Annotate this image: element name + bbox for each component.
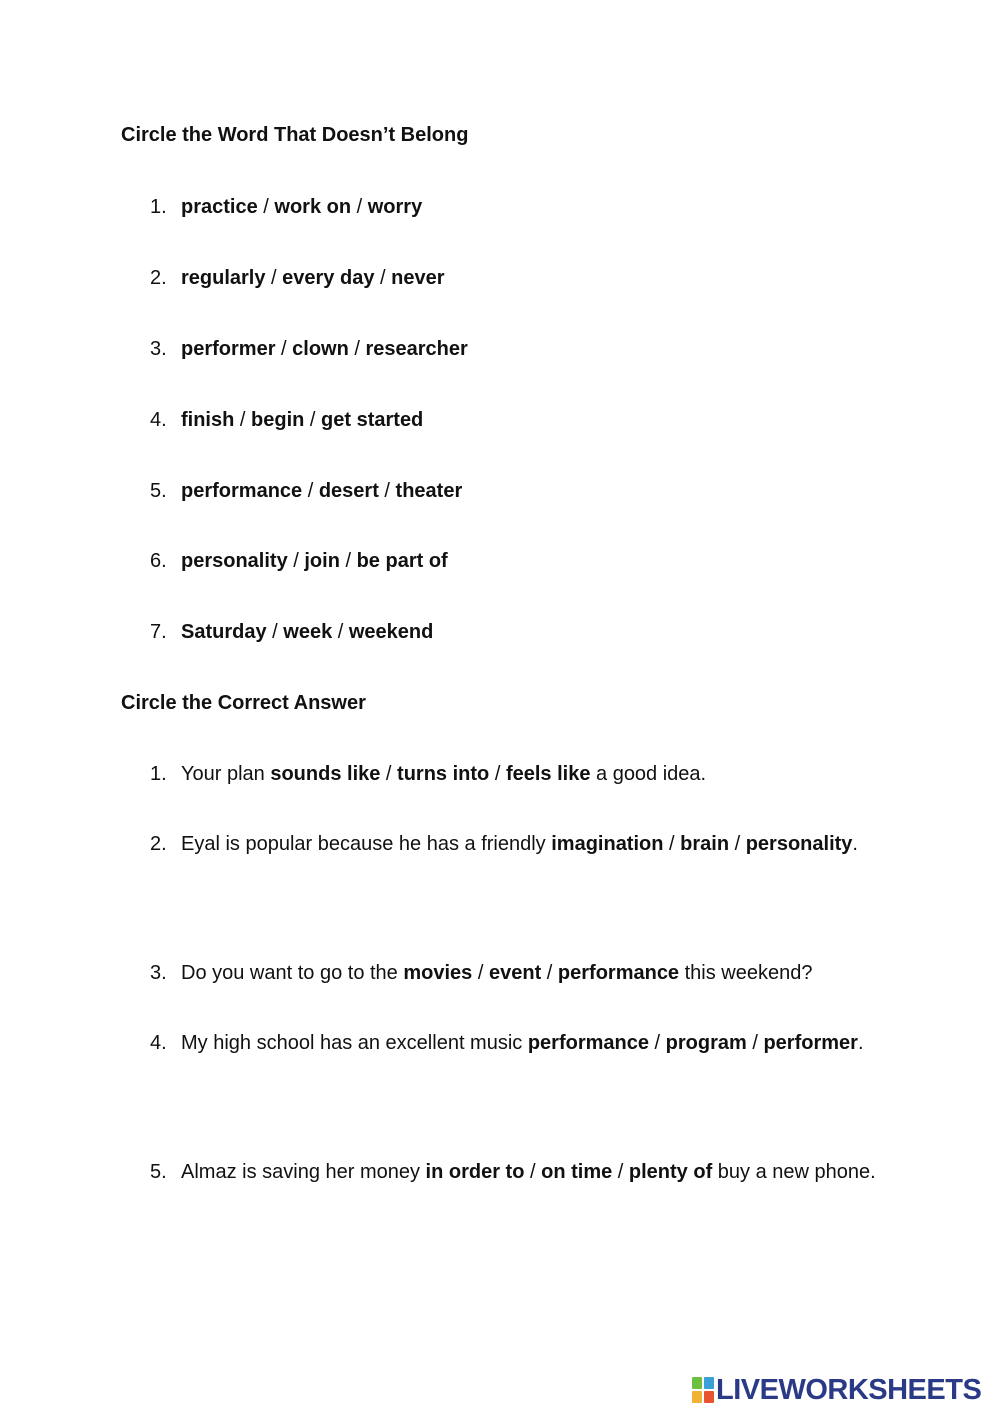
answer-option: get started: [321, 409, 424, 431]
item-number: 4.: [150, 409, 167, 431]
answer-option: personality: [745, 833, 853, 855]
answer-option: performance: [527, 1032, 649, 1054]
item-text: [181, 178, 881, 236]
answer-option: Saturday: [181, 621, 267, 643]
item-text-run: /: [348, 338, 366, 360]
item-text-run: .: [852, 833, 858, 855]
item-number: 1.: [150, 196, 167, 218]
answer-option: begin: [251, 409, 305, 431]
item-text-run: /: [257, 196, 275, 218]
answer-option: practice: [181, 196, 258, 218]
answer-option: program: [665, 1032, 747, 1054]
answer-option: feels like: [505, 763, 591, 785]
answer-option: regularly: [181, 267, 266, 289]
answer-option: performer: [763, 1032, 858, 1054]
answer-option: on time: [541, 1161, 613, 1183]
item-text-run: a good idea.: [590, 763, 707, 785]
item-text-run: /: [746, 1032, 764, 1054]
item-text-run: /: [266, 621, 284, 643]
item-number: 3.: [150, 962, 167, 984]
answer-option: week: [283, 621, 333, 643]
answer-option: in order to: [425, 1161, 525, 1183]
item-text-run: /: [378, 480, 396, 502]
answer-option: join: [304, 550, 340, 572]
item-text: [181, 249, 881, 307]
answer-option: brain: [680, 833, 730, 855]
item-text-run: Eyal is popular because he has a friendly: [181, 833, 552, 855]
item-text-run: /: [374, 267, 392, 289]
liveworksheets-logo-icon: [692, 1377, 714, 1403]
item-number: 1.: [150, 763, 167, 785]
answer-option: theater: [395, 480, 463, 502]
item-text-run: Do you want to go to the: [181, 962, 404, 984]
item-text-run: /: [729, 833, 746, 855]
item-text-run: buy a new phone.: [712, 1161, 876, 1183]
answer-option: never: [391, 267, 445, 289]
section2-heading: Circle the Correct Answer: [121, 692, 366, 714]
item-text: [181, 391, 881, 449]
section1-heading: Circle the Word That Doesn’t Belong: [121, 124, 469, 146]
answer-option: weekend: [348, 621, 434, 643]
item-text-run: Almaz is saving her money: [181, 1161, 426, 1183]
item-text-run: /: [287, 550, 305, 572]
item-text-run: /: [302, 480, 319, 502]
item-text-run: /: [275, 338, 293, 360]
item-text-run: /: [541, 962, 558, 984]
item-text-run: /: [472, 962, 489, 984]
answer-option: turns into: [397, 763, 490, 785]
answer-option: performer: [181, 338, 276, 360]
answer-option: desert: [318, 480, 379, 502]
item-number: 7.: [150, 621, 167, 643]
answer-option: movies: [403, 962, 473, 984]
item-number: 2.: [150, 833, 167, 855]
item-text-run: /: [304, 409, 322, 431]
item-text-run: .: [857, 1032, 864, 1054]
answer-option: worry: [367, 196, 423, 218]
item-text: [181, 1014, 881, 1072]
answer-option: sounds like: [270, 763, 381, 785]
item-text-run: /: [663, 833, 681, 855]
item-text: [181, 532, 881, 590]
item-text-run: /: [612, 1161, 629, 1183]
answer-option: clown: [292, 338, 349, 360]
answer-option: imagination: [551, 833, 664, 855]
item-number: 4.: [150, 1032, 167, 1054]
item-text: [181, 815, 881, 873]
answer-option: work on: [274, 196, 352, 218]
item-text: [181, 944, 881, 1002]
answer-option: finish: [181, 409, 235, 431]
answer-option: researcher: [365, 338, 468, 360]
item-text-run: Your plan: [181, 763, 271, 785]
item-text-run: /: [351, 196, 368, 218]
item-text: [181, 320, 881, 378]
item-text: [181, 1143, 881, 1201]
item-text: [181, 603, 881, 661]
answer-option: performance: [557, 962, 680, 984]
answer-option: performance: [181, 480, 303, 502]
item-number: 6.: [150, 550, 167, 572]
item-text: [181, 745, 881, 803]
answer-option: be part of: [356, 550, 448, 572]
item-number: 2.: [150, 267, 167, 289]
answer-option: personality: [181, 550, 288, 572]
answer-option: plenty of: [628, 1161, 713, 1183]
brand-name: LIVEWORKSHEETS: [716, 1373, 982, 1406]
item-text-run: /: [649, 1032, 666, 1054]
item-text-run: /: [332, 621, 349, 643]
answer-option: event: [488, 962, 542, 984]
item-text-run: /: [234, 409, 252, 431]
item-number: 5.: [150, 480, 167, 502]
item-text-run: /: [339, 550, 357, 572]
item-text: [181, 462, 881, 520]
item-text-run: /: [489, 763, 506, 785]
item-text-run: My high school has an excellent music: [181, 1032, 528, 1054]
item-text-run: /: [524, 1161, 542, 1183]
item-text-run: this weekend?: [679, 962, 813, 984]
item-number: 5.: [150, 1161, 167, 1183]
item-number: 3.: [150, 338, 167, 360]
item-text-run: /: [380, 763, 398, 785]
liveworksheets-logo: [692, 1373, 981, 1407]
answer-option: every day: [282, 267, 375, 289]
item-text-run: /: [265, 267, 283, 289]
